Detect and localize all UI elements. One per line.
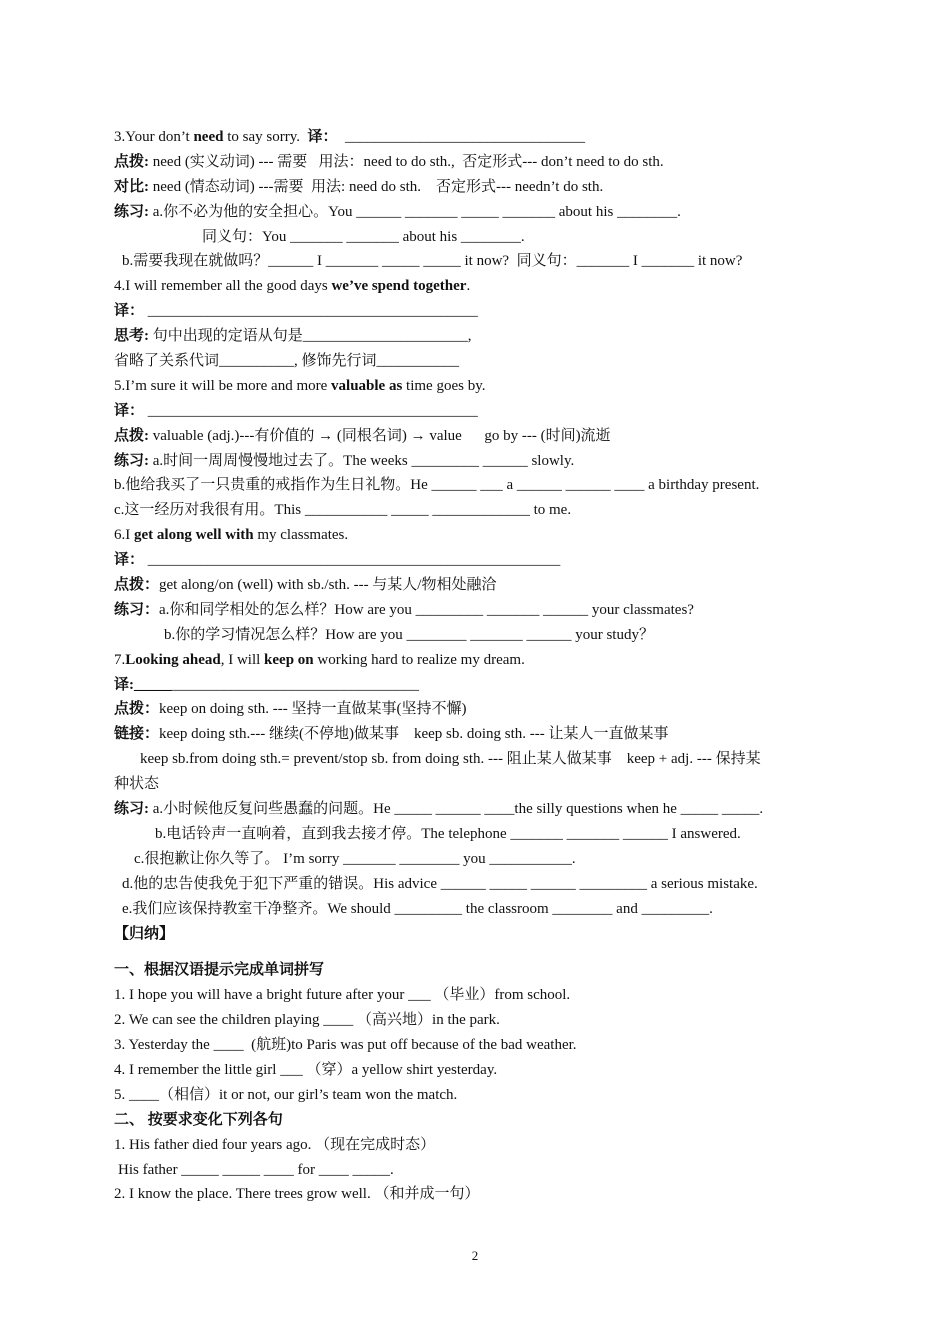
bold-text: Looking ahead [125,651,221,668]
text-line [114,150,844,175]
bold-text: 二、 按要求变化下列各句 [114,1111,283,1128]
text-run: 3. Yesterday the ____ (航班)to Paris was put off because of the bad weather. [114,1037,577,1054]
bold-text: 练习: [114,203,149,220]
text-line [114,1083,844,1108]
bold-text: keep on [264,651,314,668]
bold-text: 一、根据汉语提示完成单词拼写 [114,962,325,979]
bold-text: we’ve spend together [331,278,467,295]
text-run: time goes by. [402,377,486,394]
text-line [114,324,844,349]
text-run: a.小时候他反复问些愚蠢的问题。He _____ ______ ____the silly questions when he _____ _____. [149,801,764,818]
text-line [114,958,844,983]
text-line [114,673,844,698]
text-line [114,548,844,573]
bold-text: get along well with [134,527,254,544]
text-line [114,872,844,897]
text-run: b.你的学习情况怎么样？How are you ________ _______ ______ your study？ [164,626,654,643]
text-run: b.他给我买了一只贵重的戒指作为生日礼物。He ______ ___ a ______ ______ ____ a birthday present. [114,477,760,494]
bold-text: 点拨： [114,701,160,718]
text-run: e.我们应该保持教室干净整齐。We should _________ the classroom ________ and _________. [122,900,713,917]
text-run: get along/on (well) with sb./sth. --- 与某人/物相处融洽 [159,577,497,594]
text-line [114,623,844,648]
text-run: 同义句：You _______ _______ about his ________. [202,228,525,245]
text-run: need (情态动词) ---需要 用法: need do sth. 否定形式--- needn’t do sth. [149,178,604,195]
text-line [114,747,844,772]
text-run: 4. I remember the little girl ___ （穿）a yellow shirt yesterday. [114,1061,498,1078]
text-run: a.你和同学相处的怎么样？How are you _________ _______ ______ your classmates? [159,601,694,618]
text-run: b.电话铃声一直响着，直到我去接才停。The telephone _______ _______ ______ I answered. [155,825,741,842]
bold-text: 练习: [114,452,149,469]
page-number: 2 [471,1248,479,1263]
text-run: _______________________________________________________ [144,552,561,569]
text-line [114,449,844,474]
text-line [114,772,844,797]
text-run: 5.I’m sure it will be more and more [114,377,332,394]
text-line [114,697,844,722]
text-run: a.你不必为他的安全担心。You ______ _______ _____ _______ about his ________. [149,203,681,220]
bold-text: 练习: [114,801,149,818]
text-line [114,1008,844,1033]
text-line [114,598,844,623]
bold-text: 思考: [114,328,149,345]
text-line [114,225,844,250]
text-line [114,175,844,200]
worksheet-body [114,125,844,1207]
text-line [114,1133,844,1158]
text-line [114,274,844,299]
text-line [114,922,844,947]
text-run: 3.Your don’t [114,129,194,145]
text-run: ____________________________________________ [144,402,478,419]
text-line [114,573,844,598]
text-run: keep on doing sth. --- 坚持一直做某事(坚持不懈) [159,701,467,718]
text-run: 1. I hope you will have a bright future after your ___ （毕业）from school. [114,987,571,1004]
text-line [114,1182,844,1207]
text-line [114,125,844,150]
text-run: 2. We can see the children playing ____ （高兴地）in the park. [114,1012,500,1029]
text-line [114,473,844,498]
text-run: my classmates. [253,527,349,544]
bold-text: valuable as [331,377,403,394]
bold-text: 练习： [114,601,160,618]
text-run: 7. [114,651,126,668]
text-line [114,897,844,922]
bold-text: 译:_____ [114,676,172,693]
bold-text: 译： [114,303,145,320]
text-run: c.这一经历对我很有用。This ___________ _____ _____________ to me. [114,502,572,519]
bold-text: 点拨: [114,153,149,170]
text-line [114,648,844,673]
text-line [114,349,844,374]
text-run: , I will [220,651,265,668]
bold-text: 链接： [114,726,160,743]
bold-text: 点拨: [114,427,149,444]
text-run: 省略了关系代词__________, 修饰先行词___________ [114,353,460,370]
blank-line [114,946,844,958]
text-line [114,1033,844,1058]
text-line [114,249,844,274]
text-line [114,822,844,847]
text-run: ________________________________ [337,129,586,145]
text-run: need (实义动词) --- 需要 用法：need to do sth., 否定形式--- don’t need to do sth. [149,153,664,170]
text-run: 2. I know the place. There trees grow well. （和并成一句） [114,1186,480,1203]
text-run: a.时间一周周慢慢地过去了。The weeks _________ ______ slowly. [149,452,575,469]
text-run: keep sb.from doing sth.= prevent/stop sb. from doing sth. --- 阻止某人做某事 keep + adj. --- 保持某 [140,751,761,768]
text-run: to say sorry. [223,129,308,145]
text-run: _________________________________ [171,676,419,693]
text-run: valuable (adj.)---有价值的 → (同根名词) → value go by --- (时间)流逝 [149,427,611,444]
text-run: c.很抱歉让你久等了。 I’m sorry _______ ________ you ___________. [134,850,576,867]
bold-text: 对比: [114,178,149,195]
bold-text: 译： [114,402,145,419]
text-run: b.需要我现在就做吗？______ I _______ _____ _____ it now? 同义句：_______ I _______ it now? [122,253,743,270]
bold-text: 【归纳】 [114,925,175,942]
text-run: d.他的忠告使我免于犯下严重的错误。His advice ______ _____ ______ _________ a serious mistake. [122,875,758,892]
text-run: 种状态 [114,776,160,793]
text-line [114,299,844,324]
bold-text: 点拨： [114,577,160,594]
text-run: 句中出现的定语从句是______________________, [149,328,472,345]
text-line [114,1058,844,1083]
text-run: working hard to realize my dream. [313,651,525,668]
text-line [114,1108,844,1133]
text-line [114,983,844,1008]
text-line [114,523,844,548]
text-line [114,424,844,449]
text-run: His father _____ _____ ____ for ____ _____. [118,1161,394,1178]
bold-text: 译： [307,129,338,145]
text-line [114,200,844,225]
text-line [114,498,844,523]
text-run: . [466,278,471,295]
text-run: keep doing sth.--- 继续(不停地)做某事 keep sb. doing sth. --- 让某人一直做某事 [159,726,669,743]
text-line [114,797,844,822]
bold-text: need [193,129,224,145]
text-line [114,722,844,747]
text-run: ____________________________________________ [144,303,478,320]
text-run: 5. ____（相信）it or not, our girl’s team won the match. [114,1086,458,1103]
text-run: 6.I [114,527,134,544]
text-line [114,399,844,424]
bold-text: 译： [114,552,145,569]
text-run: 1. His father died four years ago. （现在完成时态） [114,1136,436,1153]
text-run: 4.I will remember all the good days [114,278,332,295]
text-line [114,847,844,872]
text-line [114,1158,844,1183]
text-line [114,374,844,399]
